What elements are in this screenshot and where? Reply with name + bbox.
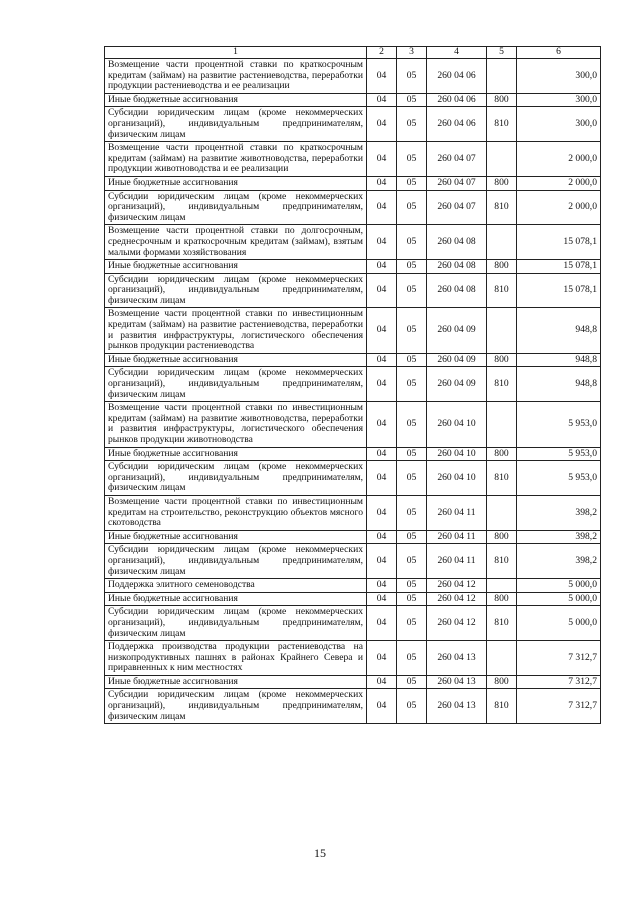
row-expense-type: 800 — [487, 530, 517, 544]
row-subsection: 05 — [397, 260, 427, 274]
row-amount: 5 953,0 — [517, 447, 601, 461]
row-expense-type: 810 — [487, 461, 517, 496]
row-target-code: 260 04 13 — [427, 641, 487, 676]
row-section: 04 — [367, 675, 397, 689]
row-target-code: 260 04 12 — [427, 606, 487, 641]
row-target-code: 260 04 08 — [427, 260, 487, 274]
page-number: 15 — [314, 846, 326, 860]
table-row — [105, 461, 601, 496]
header-cell-3: 3 — [397, 47, 427, 59]
row-subsection: 05 — [397, 461, 427, 496]
row-section: 04 — [367, 544, 397, 579]
row-expense-type: 810 — [487, 606, 517, 641]
row-subsection: 05 — [397, 142, 427, 177]
row-amount: 5 953,0 — [517, 461, 601, 496]
table-body — [105, 59, 601, 724]
row-amount: 15 078,1 — [517, 273, 601, 308]
table-row — [105, 530, 601, 544]
row-section: 04 — [367, 530, 397, 544]
row-target-code: 260 04 12 — [427, 579, 487, 593]
row-target-code: 260 04 11 — [427, 530, 487, 544]
row-expense-type: 800 — [487, 447, 517, 461]
row-name: Субсидии юридическим лицам (кроме некоммерческих организаций), индивидуальным предпринимателям, физическим лицам — [105, 190, 367, 225]
table-row — [105, 606, 601, 641]
row-expense-type — [487, 495, 517, 530]
row-amount: 7 312,7 — [517, 689, 601, 724]
row-amount: 5 000,0 — [517, 606, 601, 641]
row-section: 04 — [367, 308, 397, 353]
row-name: Иные бюджетные ассигнования — [105, 675, 367, 689]
table-row — [105, 93, 601, 107]
row-name: Возмещение части процентной ставки по инвестиционным кредитам (займам) на развитие растениеводства, переработки и развития инфраструктуры, логистического обеспечения рынков продукции растениеводства — [105, 308, 367, 353]
row-amount: 300,0 — [517, 59, 601, 94]
row-subsection: 05 — [397, 495, 427, 530]
table-row — [105, 689, 601, 724]
row-expense-type: 810 — [487, 273, 517, 308]
row-target-code: 260 04 09 — [427, 308, 487, 353]
row-section: 04 — [367, 225, 397, 260]
row-name: Иные бюджетные ассигнования — [105, 260, 367, 274]
row-target-code: 260 04 10 — [427, 461, 487, 496]
table-row — [105, 592, 601, 606]
row-expense-type: 810 — [487, 107, 517, 142]
row-section: 04 — [367, 641, 397, 676]
row-amount: 398,2 — [517, 544, 601, 579]
row-expense-type: 800 — [487, 260, 517, 274]
row-name: Субсидии юридическим лицам (кроме некоммерческих организаций), индивидуальным предпринимателям, физическим лицам — [105, 107, 367, 142]
row-target-code: 260 04 08 — [427, 225, 487, 260]
row-amount: 300,0 — [517, 93, 601, 107]
row-expense-type — [487, 641, 517, 676]
row-name: Возмещение части процентной ставки по долгосрочным, среднесрочным и краткосрочным кредитам (займам), взятым малыми формами хозяйствования — [105, 225, 367, 260]
row-subsection: 05 — [397, 530, 427, 544]
row-amount: 15 078,1 — [517, 225, 601, 260]
row-target-code: 260 04 06 — [427, 93, 487, 107]
row-amount: 2 000,0 — [517, 142, 601, 177]
table-row — [105, 402, 601, 447]
row-section: 04 — [367, 93, 397, 107]
row-target-code: 260 04 08 — [427, 273, 487, 308]
row-subsection: 05 — [397, 225, 427, 260]
row-expense-type: 800 — [487, 592, 517, 606]
row-expense-type — [487, 402, 517, 447]
header-cell-5: 5 — [487, 47, 517, 59]
row-section: 04 — [367, 190, 397, 225]
row-subsection: 05 — [397, 592, 427, 606]
row-expense-type: 800 — [487, 93, 517, 107]
row-subsection: 05 — [397, 367, 427, 402]
row-name: Субсидии юридическим лицам (кроме некоммерческих организаций), индивидуальным предпринимателям, физическим лицам — [105, 689, 367, 724]
row-subsection: 05 — [397, 93, 427, 107]
row-subsection: 05 — [397, 544, 427, 579]
row-name: Иные бюджетные ассигнования — [105, 592, 367, 606]
row-expense-type: 810 — [487, 544, 517, 579]
row-subsection: 05 — [397, 606, 427, 641]
row-amount: 2 000,0 — [517, 190, 601, 225]
row-subsection: 05 — [397, 308, 427, 353]
row-section: 04 — [367, 107, 397, 142]
row-section: 04 — [367, 461, 397, 496]
table-row — [105, 176, 601, 190]
row-section: 04 — [367, 59, 397, 94]
row-target-code: 260 04 11 — [427, 495, 487, 530]
row-subsection: 05 — [397, 689, 427, 724]
table-row — [105, 544, 601, 579]
row-subsection: 05 — [397, 273, 427, 308]
row-section: 04 — [367, 579, 397, 593]
row-expense-type — [487, 579, 517, 593]
row-target-code: 260 04 13 — [427, 675, 487, 689]
row-name: Иные бюджетные ассигнования — [105, 176, 367, 190]
row-target-code: 260 04 10 — [427, 447, 487, 461]
row-expense-type: 810 — [487, 190, 517, 225]
row-section: 04 — [367, 402, 397, 447]
row-name: Субсидии юридическим лицам (кроме некоммерческих организаций), индивидуальным предпринимателям, физическим лицам — [105, 367, 367, 402]
row-amount: 398,2 — [517, 495, 601, 530]
row-section: 04 — [367, 367, 397, 402]
header-cell-1: 1 — [105, 47, 367, 59]
row-subsection: 05 — [397, 190, 427, 225]
row-expense-type: 800 — [487, 353, 517, 367]
row-subsection: 05 — [397, 641, 427, 676]
row-amount: 300,0 — [517, 107, 601, 142]
row-name: Субсидии юридическим лицам (кроме некоммерческих организаций), индивидуальным предпринимателям, физическим лицам — [105, 606, 367, 641]
row-subsection: 05 — [397, 447, 427, 461]
row-name: Субсидии юридическим лицам (кроме некоммерческих организаций), индивидуальным предпринимателям, физическим лицам — [105, 273, 367, 308]
row-subsection: 05 — [397, 579, 427, 593]
row-amount: 398,2 — [517, 530, 601, 544]
row-section: 04 — [367, 353, 397, 367]
row-expense-type: 800 — [487, 675, 517, 689]
row-target-code: 260 04 06 — [427, 107, 487, 142]
table-row — [105, 260, 601, 274]
row-section: 04 — [367, 142, 397, 177]
row-target-code: 260 04 12 — [427, 592, 487, 606]
table-row — [105, 273, 601, 308]
table-row — [105, 190, 601, 225]
table-row — [105, 579, 601, 593]
row-subsection: 05 — [397, 402, 427, 447]
row-section: 04 — [367, 447, 397, 461]
table-row — [105, 495, 601, 530]
row-target-code: 260 04 07 — [427, 176, 487, 190]
row-target-code: 260 04 09 — [427, 353, 487, 367]
table-row — [105, 142, 601, 177]
table-row — [105, 353, 601, 367]
row-target-code: 260 04 07 — [427, 142, 487, 177]
row-target-code: 260 04 11 — [427, 544, 487, 579]
table-row — [105, 225, 601, 260]
row-section: 04 — [367, 176, 397, 190]
row-amount: 5 000,0 — [517, 579, 601, 593]
row-subsection: 05 — [397, 59, 427, 94]
row-name: Возмещение части процентной ставки по краткосрочным кредитам (займам) на развитие растениеводства, переработки продукции растениеводства и ее реализации — [105, 59, 367, 94]
row-amount: 5 953,0 — [517, 402, 601, 447]
row-subsection: 05 — [397, 353, 427, 367]
row-expense-type: 810 — [487, 689, 517, 724]
row-name: Иные бюджетные ассигнования — [105, 530, 367, 544]
table-row — [105, 447, 601, 461]
table-row — [105, 367, 601, 402]
table-row — [105, 107, 601, 142]
row-name: Субсидии юридическим лицам (кроме некоммерческих организаций), индивидуальным предпринимателям, физическим лицам — [105, 461, 367, 496]
row-amount: 2 000,0 — [517, 176, 601, 190]
row-amount: 7 312,7 — [517, 675, 601, 689]
row-amount: 5 000,0 — [517, 592, 601, 606]
row-subsection: 05 — [397, 675, 427, 689]
row-name: Иные бюджетные ассигнования — [105, 353, 367, 367]
row-expense-type — [487, 142, 517, 177]
row-expense-type — [487, 59, 517, 94]
row-amount: 948,8 — [517, 308, 601, 353]
budget-table — [104, 46, 601, 724]
row-expense-type: 800 — [487, 176, 517, 190]
table-row — [105, 675, 601, 689]
row-target-code: 260 04 09 — [427, 367, 487, 402]
table-row — [105, 641, 601, 676]
row-section: 04 — [367, 689, 397, 724]
row-name: Возмещение части процентной ставки по инвестиционным кредитам (займам) на развитие животноводства, переработки и развития инфраструктуры, логистического обеспечения рынков продукции животноводства — [105, 402, 367, 447]
row-section: 04 — [367, 606, 397, 641]
row-target-code: 260 04 06 — [427, 59, 487, 94]
row-section: 04 — [367, 273, 397, 308]
row-amount: 948,8 — [517, 353, 601, 367]
table-row — [105, 59, 601, 94]
row-name: Возмещение части процентной ставки по инвестиционным кредитам на строительство, реконструкцию объектов мясного скотоводства — [105, 495, 367, 530]
row-target-code: 260 04 13 — [427, 689, 487, 724]
row-target-code: 260 04 10 — [427, 402, 487, 447]
row-amount: 948,8 — [517, 367, 601, 402]
row-name: Субсидии юридическим лицам (кроме некоммерческих организаций), индивидуальным предпринимателям, физическим лицам — [105, 544, 367, 579]
row-name: Иные бюджетные ассигнования — [105, 447, 367, 461]
row-section: 04 — [367, 260, 397, 274]
row-subsection: 05 — [397, 107, 427, 142]
row-amount: 15 078,1 — [517, 260, 601, 274]
header-cell-4: 4 — [427, 47, 487, 59]
row-amount: 7 312,7 — [517, 641, 601, 676]
row-name: Иные бюджетные ассигнования — [105, 93, 367, 107]
header-cell-6: 6 — [517, 47, 601, 59]
row-section: 04 — [367, 495, 397, 530]
row-section: 04 — [367, 592, 397, 606]
row-name: Возмещение части процентной ставки по краткосрочным кредитам (займам) на развитие животноводства, переработки продукции животноводства и ее реализации — [105, 142, 367, 177]
row-expense-type: 810 — [487, 367, 517, 402]
row-expense-type — [487, 225, 517, 260]
row-name: Поддержка производства продукции растениеводства на низкопродуктивных пашнях в районах Крайнего Севера и приравненных к ним местностях — [105, 641, 367, 676]
header-row — [105, 47, 601, 59]
row-subsection: 05 — [397, 176, 427, 190]
row-name: Поддержка элитного семеноводства — [105, 579, 367, 593]
header-cell-2: 2 — [367, 47, 397, 59]
table-row — [105, 308, 601, 353]
row-target-code: 260 04 07 — [427, 190, 487, 225]
row-expense-type — [487, 308, 517, 353]
